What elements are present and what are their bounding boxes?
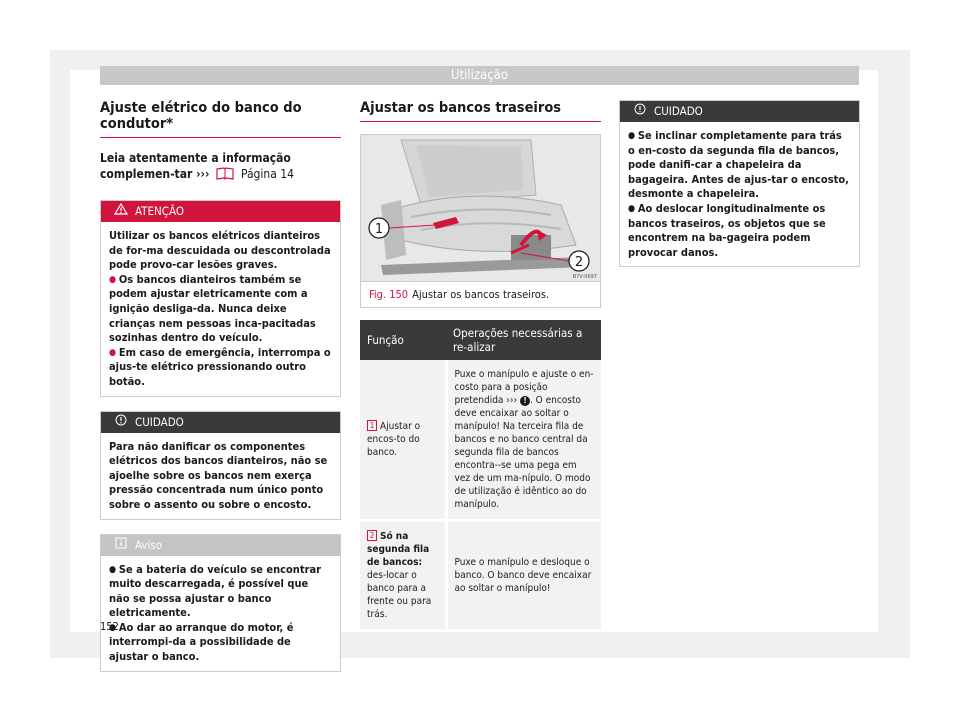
- column-left: [100, 100, 341, 672]
- caution-rear-bullet-1: [628, 129, 851, 202]
- caution-box: [100, 411, 341, 520]
- table-cell-function-1: [360, 360, 446, 521]
- note-header: [101, 535, 340, 556]
- table-row: [360, 360, 601, 521]
- operation-1-text-b: . O encosto deve encaixar ao soltar o manípulo! Na terceira fila de bancos e no banco central da segunda fila de bancos encontra--se uma pega em vez de um ma-nípulo. O modo de utilização é idêntico ao do manípulo.: [454, 395, 591, 510]
- caution-box-rear: [619, 100, 860, 267]
- warning-bullet-2: [109, 346, 332, 390]
- note-body: [101, 556, 340, 671]
- note-bullet-1-text: Se a bateria do veículo se encontrar muito descarregada, é possível que não se possa ajustar o banco eletricamente.: [109, 562, 322, 620]
- info-circle-icon: !: [520, 396, 530, 406]
- note-bullet-2-text: Ao dar ao arranque do motor, é interrompi-da a possibilidade de ajustar o banco.: [109, 620, 294, 664]
- figure-label: Fig. 150: [369, 288, 409, 301]
- warning-header: [101, 201, 340, 222]
- intro-reference: Leia atentamente a informação complemen-tar ›››: [100, 151, 291, 181]
- caution-rear-title: CUIDADO: [654, 104, 703, 118]
- caution-rear-body: [620, 122, 859, 266]
- table-row: [360, 521, 601, 631]
- figure-rear-seat: [360, 134, 601, 308]
- page-link[interactable]: Página 14: [240, 167, 295, 181]
- column-middle: [360, 100, 601, 632]
- figure-code: B7V-0697: [572, 274, 597, 280]
- function-2-text: des-locar o banco para a frente ou para trás.: [367, 570, 432, 620]
- caution-rear-bullet-2: [628, 202, 851, 260]
- note-info-icon: [113, 535, 129, 556]
- warning-body: [101, 222, 340, 396]
- caution-title: CUIDADO: [135, 414, 184, 429]
- table-head-operations: Operações necessárias a re-alizar: [446, 320, 601, 360]
- caution-text: Para não danificar os componentes elétricos dos bancos dianteiros, não se ajoelhe sobre os bancos nem exerça pressão concentrada num único ponto sobre o assento ou sobre o encosto.: [109, 439, 328, 511]
- function-2-bold: Só na segunda fila de bancos:: [367, 531, 430, 568]
- warning-bullet-2-text: Em caso de emergência, interrompa o ajus-te elétrico pressionando outro botão.: [109, 345, 331, 388]
- table-header-row: [360, 320, 601, 360]
- operation-1-text-a: Puxe o manípulo e ajuste o en-costo para a posição pretendida ›››: [454, 369, 594, 406]
- caution-header: [101, 412, 340, 433]
- table-cell-operation-1: [446, 360, 601, 521]
- figure-caption: [361, 281, 600, 307]
- warning-bullet-1: [109, 273, 332, 346]
- caution-info-icon: [113, 412, 129, 433]
- rear-seat-illustration: [361, 135, 600, 281]
- warning-para: Utilizar os bancos elétricos dianteiros de for-ma descuidada ou descontrolada pode provo-car lesões graves.: [109, 229, 331, 272]
- callout-2: 2: [574, 255, 584, 270]
- caution-rear-info-icon: [632, 101, 648, 122]
- section-title-rear-seats: Ajustar os bancos traseiros: [360, 100, 601, 122]
- callout-1: 1: [374, 222, 384, 237]
- note-box: [100, 534, 341, 672]
- warning-title: ATENÇÃO: [135, 204, 185, 218]
- callout-badge-1: 1: [367, 420, 377, 431]
- warning-box: [100, 200, 341, 397]
- caution-rear-header: [620, 101, 859, 122]
- section-title-driver-seat: Ajuste elétrico do banco do condutor*: [100, 100, 341, 138]
- warning-triangle-icon: [113, 201, 129, 222]
- table-cell-function-2: [360, 521, 446, 631]
- warning-bullet-1-text: Os bancos dianteiros também se podem ajustar eletricamente com a ignição desliga-da. Nunca deixe crianças nem pessoas inca-pacitadas sozinhas dentro do veículo.: [109, 272, 316, 345]
- table-head-function: Função: [360, 320, 446, 360]
- column-right: [619, 100, 860, 267]
- intro-text: [100, 150, 341, 184]
- caution-rear-bullet-1-text: Se inclinar completamente para trás o en-costo da segunda fila de bancos, pode danifi-car a chapeleira da bagageira. Antes de ajus-tar o encosto, desmonte a chapeleira.: [628, 129, 849, 201]
- caution-body: [101, 433, 340, 519]
- function-1-text: Ajustar o encos-to do banco.: [367, 421, 421, 458]
- note-bullet-2: [109, 621, 332, 665]
- page-number: 152: [100, 620, 119, 633]
- chapter-header: Utilização: [100, 66, 859, 85]
- caution-rear-bullet-2-text: Ao deslocar longitudinalmente os bancos traseiros, os objetos que se encontrem na ba-gageira podem provocar danos.: [628, 201, 826, 259]
- note-bullet-1: [109, 563, 332, 621]
- operations-table: [360, 320, 601, 632]
- table-cell-operation-2: Puxe o manípulo e desloque o banco. O banco deve encaixar ao soltar o manípulo!: [446, 521, 601, 631]
- callout-badge-2: 2: [367, 530, 377, 541]
- figure-caption-text: Ajustar os bancos traseiros.: [412, 288, 550, 301]
- book-icon: [216, 167, 234, 184]
- note-title: Aviso: [135, 537, 163, 552]
